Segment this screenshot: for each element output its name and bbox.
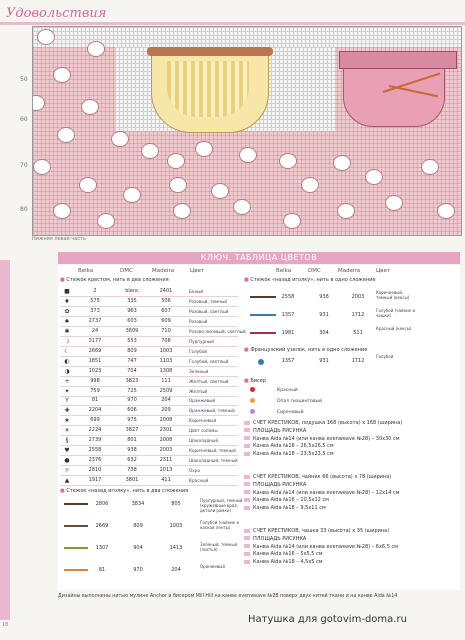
color-name: Голубой <box>189 348 208 354</box>
pink-dash-icon <box>244 560 250 564</box>
madeira-code: 1103 <box>159 357 173 364</box>
thread-line-swatch <box>64 569 88 571</box>
cross-stitch-section-title: ■ Стежок крестом, нить в два сложения <box>60 277 169 283</box>
color-name: Цвет соломы <box>189 428 218 434</box>
info-line-text: Канва Aida №18 – 23,5x23,5 см <box>253 451 334 458</box>
stitch-symbol: ✿ <box>64 307 70 315</box>
color-name: Желтый, светлый <box>189 378 229 384</box>
bead-label: Сиреневый <box>277 410 304 415</box>
polka-dot <box>421 159 439 175</box>
belka-code: 2558 <box>88 447 102 454</box>
row-separator <box>60 485 238 486</box>
dmc-code: 975 <box>127 417 137 424</box>
belka-code: 1981 <box>281 330 295 336</box>
dmc-code: 704 <box>127 367 137 374</box>
madeira-code: 209 <box>161 407 171 414</box>
legend-row <box>62 406 242 415</box>
color-name: Пурпурный, темный (кружевные края, детали рамки) <box>200 498 243 513</box>
color-name: Шоколадный, темный <box>189 458 238 464</box>
polka-dot <box>301 177 319 193</box>
dmc-code: 809 <box>127 347 137 354</box>
polka-dot <box>385 195 403 211</box>
pink-dash-icon <box>244 428 250 432</box>
legend-row <box>62 287 242 296</box>
stitch-symbol: ♠ <box>64 317 70 325</box>
info-subtitle <box>244 536 398 544</box>
polka-dot <box>365 169 383 185</box>
info-subtitle-text: ПЛОЩАДЬ РИСУНКА <box>253 535 307 542</box>
column-header: Madeira <box>338 268 361 274</box>
belka-code: 3177 <box>88 337 102 344</box>
dmc-code: 335 <box>127 297 137 304</box>
belka-code: 699 <box>90 417 100 424</box>
pink-dash-icon <box>244 475 250 479</box>
pink-dash-icon <box>244 552 250 556</box>
dmc-code: 304 <box>319 330 329 336</box>
dmc-code: 931 <box>319 312 329 318</box>
stitch-symbol: ■ <box>64 288 70 295</box>
stitch-symbol: ▲ <box>64 477 70 485</box>
info-line <box>244 497 400 505</box>
dmc-code: 3823 <box>125 377 139 384</box>
info-line-text: Канва Aida №14 (или канва evenweave №28) – 12x14 см <box>253 489 400 496</box>
madeira-code: 411 <box>161 477 171 484</box>
info-line <box>244 544 398 552</box>
madeira-code: 2003 <box>159 447 173 454</box>
polka-dot <box>337 203 355 219</box>
belka-code: 1307 <box>95 545 109 551</box>
legend-row <box>62 416 242 425</box>
header-divider <box>0 22 465 25</box>
dmc-code: 809 <box>133 523 143 529</box>
madeira-code: 204 <box>171 567 181 573</box>
belka-code: 373 <box>90 307 100 314</box>
madeira-code: 607 <box>161 307 171 314</box>
color-name: Коричневый, темный (кексы) <box>376 290 410 300</box>
beads-title: ■ Бисер <box>244 378 266 384</box>
thread-line-swatch <box>64 547 88 549</box>
cupcake-top <box>147 47 273 56</box>
backstitch-row <box>60 563 240 579</box>
legend-row <box>62 297 242 306</box>
madeira-code: 2311 <box>159 457 173 464</box>
belka-code: 2376 <box>88 457 102 464</box>
info-subtitle <box>244 428 402 436</box>
madeira-code: 204 <box>161 397 171 404</box>
info-subtitle <box>244 482 400 490</box>
axis-tick: 50 <box>20 76 28 83</box>
info-line <box>244 443 402 451</box>
polka-dot <box>283 213 301 229</box>
madeira-code: 506 <box>161 297 171 304</box>
info-block <box>244 420 402 459</box>
polka-dot <box>81 99 99 115</box>
polka-dot <box>437 203 455 219</box>
polka-dot <box>53 67 71 83</box>
pink-dash-icon <box>244 498 250 502</box>
polka-dot <box>169 177 187 193</box>
stitch-symbol: ✦ <box>64 387 70 395</box>
polka-dot <box>233 199 251 215</box>
pink-dash-icon <box>244 436 250 440</box>
color-name: Шоколадный <box>189 438 219 444</box>
polka-dot <box>173 203 191 219</box>
color-name: Пурпурный <box>189 338 214 344</box>
french-knot-icon <box>258 359 264 365</box>
dmc-code: 738 <box>127 467 137 474</box>
info-subtitle-text: ПЛОЩАДЬ РИСУНКА <box>253 427 307 434</box>
thread-line-swatch <box>250 296 276 298</box>
stitch-symbol: ★ <box>64 417 70 425</box>
site-watermark: Натушка для gotovim-doma.ru <box>248 614 407 625</box>
stitch-symbol: ◐ <box>64 357 70 365</box>
info-line-text: Канва Aida №18 – 9,5x11 см <box>253 505 326 512</box>
dmc-code: 725 <box>127 387 137 394</box>
polka-dot <box>57 127 75 143</box>
belka-code: 575 <box>90 297 100 304</box>
dmc-code: 931 <box>319 358 329 364</box>
polka-dot <box>211 183 229 199</box>
axis-tick: 60 <box>20 116 28 123</box>
axis-tick: 80 <box>20 206 28 213</box>
column-header: Belka <box>78 268 94 274</box>
stitch-symbol: ● <box>64 457 70 465</box>
polka-dot <box>53 203 71 219</box>
belka-code: 2810 <box>88 467 102 474</box>
info-line <box>244 451 402 459</box>
info-block <box>244 528 398 567</box>
belka-code: 2224 <box>88 427 102 434</box>
info-line-text: Канва Aida №16 – 5x5,5 см <box>253 551 323 558</box>
info-line-text: Канва Aida №18 – 4,5x5 см <box>253 559 323 566</box>
stitch-symbol: Y <box>65 397 69 405</box>
info-line <box>244 559 398 567</box>
thread-line-swatch <box>64 525 88 527</box>
belka-code: 759 <box>90 387 100 394</box>
dmc-code: 3609 <box>125 327 139 334</box>
polka-dot <box>97 213 115 229</box>
backstitch-row <box>244 324 459 342</box>
belka-code: 1917 <box>88 477 102 484</box>
dmc-code: 603 <box>127 317 137 324</box>
legend-row <box>62 307 242 316</box>
info-line-text: Канва Aida №16 – 26,5x26,5 см <box>253 443 334 450</box>
polka-dot <box>333 155 351 171</box>
axis-tick: 70 <box>20 162 28 169</box>
legend-row <box>62 456 242 465</box>
pink-dash-icon <box>244 529 250 533</box>
madeira-code: 710 <box>161 327 171 334</box>
belka-code: 81 <box>98 567 106 573</box>
color-name: Коричневый, темный <box>189 448 236 454</box>
belka-code: 998 <box>90 377 100 384</box>
stitch-symbol: ✱ <box>64 327 70 335</box>
dmc-code: 970 <box>133 567 143 573</box>
stitch-symbol: § <box>65 437 69 445</box>
polka-dot <box>33 159 51 175</box>
legend-row <box>62 357 242 366</box>
madeira-code: 1003 <box>169 523 183 529</box>
pink-dash-icon <box>244 544 250 548</box>
backstitch-row <box>60 497 243 513</box>
bead-label: Опал гиацинтовый <box>277 399 323 404</box>
color-name: Зеленый <box>189 368 209 374</box>
pink-dash-icon <box>244 490 250 494</box>
polka-dot <box>239 147 257 163</box>
polka-dot <box>195 141 213 157</box>
madeira-code: 111 <box>161 377 171 384</box>
pink-dash-icon <box>244 482 250 486</box>
bead-icon <box>250 387 255 392</box>
info-block <box>244 474 400 513</box>
madeira-code: 2301 <box>159 427 173 434</box>
info-line <box>244 505 400 513</box>
stitch-symbol: ☀ <box>64 427 70 435</box>
madeira-code: 2008 <box>159 417 173 424</box>
legend-row <box>62 387 242 396</box>
stitch-symbol: ◑ <box>64 367 70 375</box>
page-header-title: Удовольствия <box>6 6 107 21</box>
page-number: 18 <box>2 622 9 628</box>
legend-row <box>62 327 246 336</box>
polka-dot <box>111 131 129 147</box>
polka-dot <box>87 41 105 57</box>
french-knot-title: ■ Французский узелок, нить в одно сложение <box>244 347 367 353</box>
info-line <box>244 436 402 444</box>
backstitch-row <box>244 288 459 306</box>
color-name: Оранжевый, темный <box>189 408 235 414</box>
pink-dash-icon <box>244 452 250 456</box>
bead-row <box>250 387 298 393</box>
madeira-code: 2401 <box>159 288 173 294</box>
color-name: Красный <box>189 478 209 484</box>
color-name: Розово-лиловый, светлый <box>189 328 246 334</box>
column-header: Цвет <box>190 268 205 274</box>
belka-code: 1851 <box>88 357 102 364</box>
pink-dash-icon <box>244 536 250 540</box>
belka-code: 2669 <box>88 347 102 354</box>
thread-line-swatch <box>250 314 276 316</box>
backstitch-section-title: ■ Стежок «назад иголку», нить в два сложения <box>60 488 188 494</box>
color-name: Розовый, светлый <box>189 308 229 314</box>
color-name: Розовый <box>189 318 208 324</box>
bead-icon <box>250 398 255 403</box>
bead-row <box>250 398 322 404</box>
madeira-code: 609 <box>161 317 171 324</box>
color-name: Коричневый <box>189 418 217 424</box>
bead-label: Красный <box>277 388 298 393</box>
stitch-symbol: ☼ <box>64 467 70 475</box>
pink-dash-icon <box>244 444 250 448</box>
column-header: Цвет <box>376 268 391 274</box>
belka-code: 24 <box>91 327 99 334</box>
info-title-text: СЧЕТ КРЕСТИКОВ, чайник 66 (высота) x 78 (ширина) <box>253 474 392 480</box>
stitch-symbol: ☾ <box>64 347 70 355</box>
color-name: Охра <box>189 468 200 474</box>
legend-row <box>62 426 242 435</box>
info-title-text: СЧЕТ КРЕСТИКОВ, чашка 33 (высота) x 35 (ширина) <box>253 528 390 534</box>
dmc-code: 3801 <box>125 477 139 484</box>
color-name: Белый <box>189 289 204 294</box>
backstitch-row <box>60 519 240 535</box>
info-title <box>244 528 398 536</box>
dmc-code: 3827 <box>125 427 139 434</box>
belka-code: 1357 <box>281 358 295 364</box>
stitch-symbol: + <box>64 377 70 385</box>
thread-line-swatch <box>250 332 276 334</box>
dmc-code: 553 <box>127 337 137 344</box>
info-line-text: Канва Aida №14 (или канва evenweave №28) – 30x30 см <box>253 435 400 442</box>
belka-code: 2204 <box>88 407 102 414</box>
belka-code: 2739 <box>88 437 102 444</box>
backstitch-row <box>60 541 240 557</box>
legend-row <box>62 337 242 346</box>
belka-code: 2737 <box>88 317 102 324</box>
cross-stitch-chart <box>32 26 462 236</box>
key-title-banner <box>58 252 460 264</box>
madeira-code: 805 <box>171 501 181 507</box>
stitch-symbol: ✚ <box>64 407 70 415</box>
color-name: Голубой <box>376 354 394 359</box>
madeira-code: 1308 <box>159 367 173 374</box>
info-title <box>244 420 402 428</box>
column-header: DMC <box>308 268 321 274</box>
legend-row <box>62 436 242 445</box>
dmc-code: 632 <box>127 457 137 464</box>
dmc-code: 938 <box>127 447 137 454</box>
belka-code: 81 <box>91 397 99 404</box>
cup-rim <box>339 51 457 69</box>
cup-motif <box>343 65 445 127</box>
dmc-code: 963 <box>127 307 137 314</box>
stitch-symbol: ♦ <box>64 297 70 305</box>
madeira-code: 2008 <box>159 437 173 444</box>
stitch-symbol: ♥ <box>64 447 70 455</box>
column-header: Madeira <box>152 268 175 274</box>
legend-row <box>62 317 242 326</box>
madeira-code: 1712 <box>351 358 365 364</box>
color-name: Оранжевый <box>189 398 216 404</box>
info-line <box>244 551 398 559</box>
bead-icon <box>250 409 255 414</box>
madeira-code: 2013 <box>159 467 173 474</box>
footer-note: Дизайны выполнены нитью мулине Anchor и бисером Mill Hill на канве evenweave №28 поверх двух нитей ткани и на канве Aida №14 <box>58 594 398 599</box>
legend-row <box>62 446 242 455</box>
polka-dot <box>79 177 97 193</box>
madeira-code: 2509 <box>159 387 173 394</box>
dmc-code: 606 <box>127 407 137 414</box>
stitch-symbol: ☽ <box>64 337 70 345</box>
madeira-code: 1712 <box>351 312 365 318</box>
pink-dash-icon <box>244 506 250 510</box>
madeira-code: 1003 <box>159 347 173 354</box>
polka-dot <box>123 187 141 203</box>
color-name: Голубой (чайник и каскаи ленты) <box>200 520 240 530</box>
legend-row <box>62 377 242 386</box>
polka-dot <box>141 143 159 159</box>
polka-dot <box>167 153 185 169</box>
dmc-code: 938 <box>319 294 329 300</box>
thread-line-swatch <box>64 503 88 505</box>
color-name: Оранжевый <box>200 564 225 569</box>
dmc-code: 747 <box>127 357 137 364</box>
info-title-text: СЧЕТ КРЕСТИКОВ, подушка 168 (высота) x 168 (ширина) <box>253 420 403 426</box>
dmc-code: 801 <box>127 437 137 444</box>
color-name: Голубой, светлый <box>189 358 229 364</box>
madeira-code: 511 <box>353 330 363 336</box>
column-header: Belka <box>276 268 292 274</box>
info-title <box>244 474 400 482</box>
info-line-text: Канва Aida №14 (или канва evenweave №28) – 6x6,5 см <box>253 543 398 550</box>
color-name: Розовый, темный <box>189 298 227 304</box>
polka-dot <box>279 153 297 169</box>
info-line <box>244 490 400 498</box>
dmc-code: 904 <box>133 545 143 551</box>
belka-code: 2806 <box>95 501 109 507</box>
dmc-code: 970 <box>127 397 137 404</box>
legend-row <box>62 466 242 475</box>
madeira-code: 2003 <box>351 294 365 300</box>
color-name: Зеленый, темный (листья) <box>200 542 238 552</box>
legend-row <box>62 396 242 405</box>
column-header: DMC <box>120 268 133 274</box>
madeira-code: 1413 <box>169 545 183 551</box>
dmc-code: 3834 <box>131 501 145 507</box>
chart-caption: Нижняя левая часть <box>32 236 86 242</box>
belka-code: 2 <box>93 288 97 294</box>
info-line-text: Канва Aida №16 – 10,5x12 см <box>253 497 329 504</box>
polka-dot <box>37 29 55 45</box>
side-accent-bar <box>0 260 10 620</box>
belka-code: 2558 <box>281 294 295 300</box>
color-name: Голубой (чайник и чашки) <box>376 308 416 318</box>
french-knot-row <box>244 352 459 370</box>
belka-code: 1357 <box>281 312 295 318</box>
color-name: Желтый <box>189 388 208 394</box>
key-title: КЛЮЧ. ТАБЛИЦА ЦВЕТОВ <box>200 253 318 262</box>
belka-code: 2669 <box>95 523 109 529</box>
bead-row <box>250 409 304 415</box>
color-name: Красный (кексы) <box>376 326 412 331</box>
belka-code: 1023 <box>88 367 102 374</box>
legend-row <box>62 347 242 356</box>
backstitch-row <box>244 306 459 324</box>
cupcake-wrapper <box>167 61 249 117</box>
pink-dash-icon <box>244 421 250 425</box>
legend-row <box>62 476 242 485</box>
backstitch-right-title: ■ Стежок «назад иголку», нить в одно сложение <box>244 277 376 283</box>
madeira-code: 708 <box>161 337 171 344</box>
legend-row <box>62 367 242 376</box>
info-subtitle-text: ПЛОЩАДЬ РИСУНКА <box>253 481 307 488</box>
dmc-code: blanc <box>125 288 139 294</box>
